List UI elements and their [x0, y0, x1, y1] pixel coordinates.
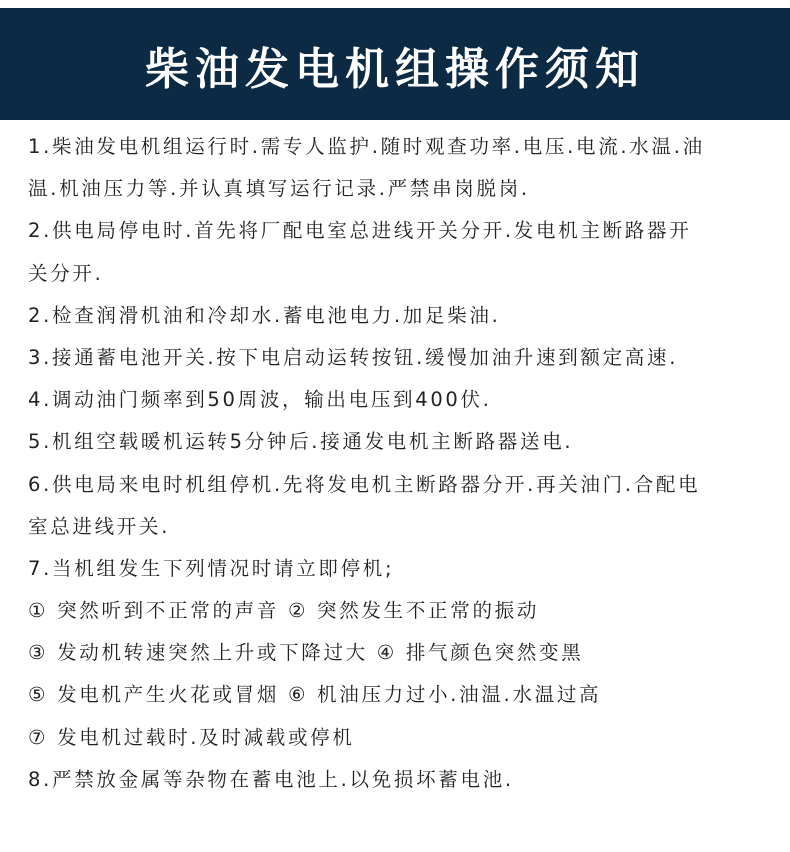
- text-line: 8.严禁放金属等杂物在蓄电池上.以免损坏蓄电池.: [28, 767, 514, 791]
- text-line: 5.机组空载暖机运转5分钟后.接通发电机主断路器送电.: [28, 430, 574, 454]
- text-line: ⑦ 发电机过载时.及时减载或停机: [28, 725, 355, 749]
- page-title: 柴油发电机组操作须知: [145, 44, 645, 95]
- text-line: 温.机油压力等.并认真填写运行记录.严禁串岗脱岗.: [28, 177, 530, 201]
- title-banner: [0, 8, 790, 120]
- text-line: 1.柴油发电机组运行时.需专人监护.随时观查功率.电压.电流.水温.油: [28, 135, 705, 158]
- text-line: 7.当机组发生下列情况时请立即停机;: [28, 556, 395, 580]
- top-margin: [0, 0, 790, 8]
- text-line: 2.供电局停电时.首先将厂配电室总进线开关分开.发电机主断路器开: [28, 219, 692, 243]
- text-line: 关分开.: [28, 261, 104, 285]
- instructions-body: [28, 126, 776, 801]
- text-line: ③ 发动机转速突然上升或下降过大 ④ 排气颜色突然变黑: [28, 641, 584, 665]
- text-line: ⑤ 发电机产生火花或冒烟 ⑥ 机油压力过小.油温.水温过高: [28, 683, 602, 707]
- text-line: 3.接通蓄电池开关.按下电启动运转按钮.缓慢加油升速到额定高速.: [28, 345, 679, 369]
- text-line: 6.供电局来电时机组停机.先将发电机主断路器分开.再关油门.合配电: [28, 472, 701, 496]
- text-line: ① 突然听到不正常的声音 ② 突然发生不正常的振动: [28, 599, 540, 623]
- text-line: 室总进线开关.: [28, 514, 171, 538]
- text-line: 2.检查润滑机油和冷却水.蓄电池电力.加足柴油.: [28, 303, 501, 327]
- text-line: 4.调动油门频率到50周波，输出电压到400伏.: [28, 388, 492, 412]
